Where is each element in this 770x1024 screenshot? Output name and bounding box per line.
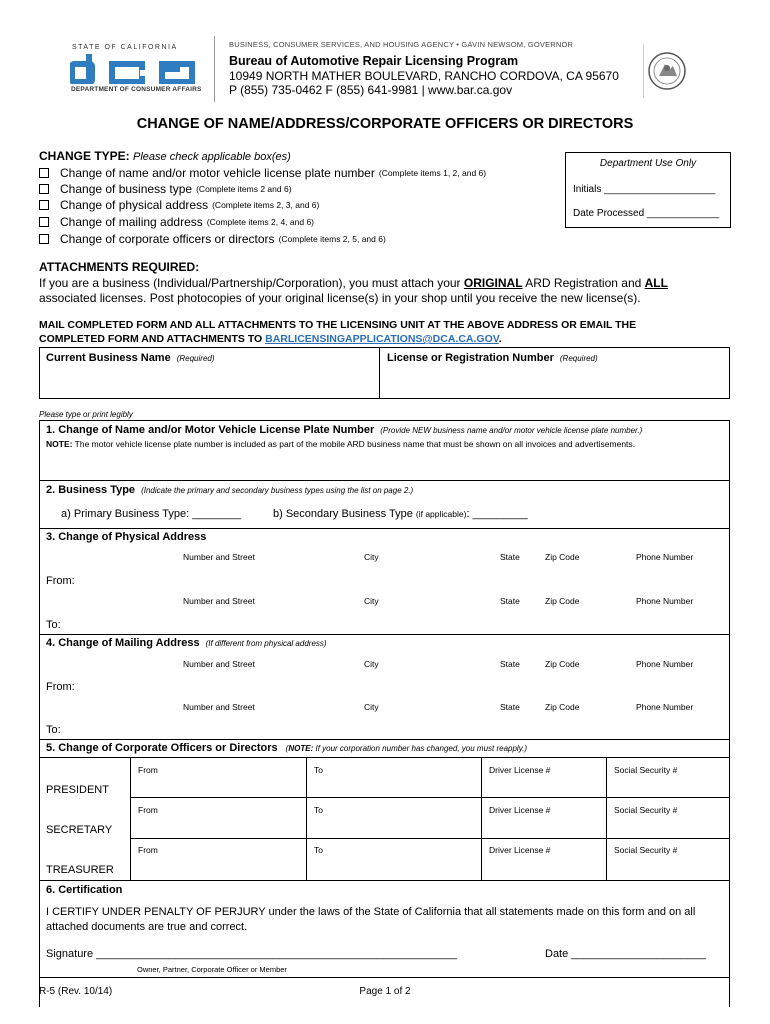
attachments-text bbox=[39, 276, 729, 306]
department-use-box bbox=[565, 152, 731, 228]
section4-title: 4. Change of Mailing Address bbox=[46, 637, 200, 649]
license-number-label: License or Registration Number bbox=[387, 352, 554, 364]
col-dl: Driver License # bbox=[489, 765, 551, 775]
col-to: To bbox=[314, 765, 323, 775]
dept-use-title: Department Use Only bbox=[599, 158, 697, 169]
primary-business-type-field[interactable]: a) Primary Business Type: ________ bbox=[61, 508, 242, 520]
dept-initials: Initials ____________________ bbox=[573, 184, 716, 195]
divider bbox=[39, 528, 730, 529]
license-number-field[interactable] bbox=[387, 352, 598, 364]
dca-logo bbox=[70, 54, 198, 84]
col-phone: Phone Number bbox=[636, 659, 694, 669]
change-type-header bbox=[39, 149, 291, 163]
col-zip: Zip Code bbox=[545, 596, 580, 606]
section1-header bbox=[46, 424, 642, 436]
option-note: (Complete items 2, 3, and 6) bbox=[212, 200, 320, 210]
col-state: State bbox=[500, 702, 520, 712]
section1-note bbox=[46, 439, 635, 449]
business-row-divider bbox=[379, 347, 380, 399]
role-president: PRESIDENT bbox=[46, 784, 109, 796]
state-seal-icon bbox=[643, 44, 687, 98]
col-ssn: Social Security # bbox=[614, 805, 678, 815]
option-note: (Complete items 2, 4, and 6) bbox=[206, 217, 315, 227]
certification-text: I CERTIFY UNDER PENALTY OF PERJURY under the laws of the State of California that all statements made on this form and on all attached documents are true and correct. bbox=[46, 906, 696, 933]
president-row-input[interactable] bbox=[131, 758, 730, 797]
required-note: (Required) bbox=[176, 354, 215, 363]
mail-instructions bbox=[39, 318, 739, 346]
col-ssn: Social Security # bbox=[614, 765, 678, 775]
section1-title: 1. Change of Name and/or Motor Vehicle License Plate Number bbox=[46, 424, 375, 436]
attachments-original: ORIGINAL bbox=[463, 276, 523, 290]
agency-line: BUSINESS, CONSUMER SERVICES, AND HOUSING AGENCY • GAVIN NEWSOM, GOVERNOR bbox=[229, 40, 574, 49]
change-type-label: CHANGE TYPE: bbox=[39, 149, 130, 163]
change-option-name[interactable] bbox=[39, 166, 486, 180]
col-city: City bbox=[364, 659, 379, 669]
col-phone: Phone Number bbox=[636, 552, 694, 562]
section2-hint: (Indicate the primary and secondary business types using the list on page 2.) bbox=[141, 486, 414, 495]
mailing-to-label: To: bbox=[46, 724, 61, 736]
section2-title: 2. Business Type bbox=[46, 484, 136, 496]
physical-from-label: From: bbox=[46, 575, 75, 587]
col-zip: Zip Code bbox=[545, 702, 580, 712]
mail-line1: MAIL COMPLETED FORM AND ALL ATTACHMENTS TO THE LICENSING UNIT AT THE ABOVE ADDRESS OR EMAIL THE bbox=[39, 319, 637, 331]
col-dl: Driver License # bbox=[489, 805, 551, 815]
col-from: From bbox=[138, 845, 158, 855]
section3-title: 3. Change of Physical Address bbox=[46, 531, 207, 543]
mailing-from-input[interactable] bbox=[160, 672, 726, 696]
secretary-row-input[interactable] bbox=[131, 798, 730, 837]
page-title: CHANGE OF NAME/ADDRESS/CORPORATE OFFICERS OR DIRECTORS bbox=[136, 116, 634, 132]
col-city: City bbox=[364, 552, 379, 562]
section1-input[interactable] bbox=[46, 455, 726, 477]
signature-field[interactable]: Signature ___________________________________________________________ bbox=[46, 948, 458, 960]
change-option-mailing-address[interactable] bbox=[39, 215, 314, 229]
option-label: Change of name and/or motor vehicle license plate number bbox=[60, 166, 375, 180]
col-from: From bbox=[138, 765, 158, 775]
secondary-hint: (if applicable) bbox=[415, 509, 467, 519]
email-link[interactable]: BARLICENSINGAPPLICATIONS@DCA.CA.GOV bbox=[265, 333, 499, 345]
col-zip: Zip Code bbox=[545, 552, 580, 562]
mail-period: . bbox=[498, 333, 502, 345]
secondary-blank: : _________ bbox=[466, 508, 528, 520]
col-city: City bbox=[364, 702, 379, 712]
attachments-heading: ATTACHMENTS REQUIRED: bbox=[39, 260, 200, 274]
mailing-to-input[interactable] bbox=[160, 715, 726, 739]
col-phone: Phone Number bbox=[636, 596, 694, 606]
col-ssn: Social Security # bbox=[614, 845, 678, 855]
note-label: NOTE: bbox=[46, 439, 73, 449]
secondary-label: b) Secondary Business Type bbox=[273, 508, 413, 520]
col-state: State bbox=[500, 552, 520, 562]
note-label: NOTE: bbox=[288, 744, 314, 753]
col-from: From bbox=[138, 805, 158, 815]
option-label: Change of physical address bbox=[60, 198, 209, 212]
bureau-contact: P (855) 735-0462 F (855) 641-9981 | www.bar.ca.gov bbox=[229, 83, 513, 97]
attachments-text-c: associated licenses. Post photocopies of your original license(s) in your shop until you receive the new license(s). bbox=[39, 291, 641, 305]
section5-title: 5. Change of Corporate Officers or Directors bbox=[46, 742, 278, 754]
option-note: (Complete items 2 and 6) bbox=[196, 184, 292, 194]
attachments-text-b: ARD Registration and bbox=[522, 276, 645, 290]
section5-hint: If your corporation number has changed, you must reapply. bbox=[315, 744, 525, 753]
option-label: Change of business type bbox=[60, 182, 193, 196]
form-number: R-5 (Rev. 10/14) bbox=[39, 986, 113, 997]
required-note: (Required) bbox=[559, 354, 598, 363]
col-state: State bbox=[500, 659, 520, 669]
change-option-physical-address[interactable] bbox=[39, 198, 319, 212]
col-to: To bbox=[314, 805, 323, 815]
mail-line2: COMPLETED FORM AND ATTACHMENTS TO bbox=[39, 333, 266, 345]
section1-hint: (Provide NEW business name and/or motor vehicle license plate number.) bbox=[380, 426, 643, 435]
mailing-from-label: From: bbox=[46, 681, 75, 693]
change-type-instruction: Please check applicable box(es) bbox=[133, 151, 291, 163]
section6-title: 6. Certification bbox=[46, 884, 123, 896]
role-secretary: SECRETARY bbox=[46, 824, 113, 836]
divider bbox=[39, 739, 730, 740]
physical-to-input[interactable] bbox=[160, 610, 726, 634]
col-state: State bbox=[500, 596, 520, 606]
logo-dept-text: DEPARTMENT OF CONSUMER AFFAIRS bbox=[71, 86, 202, 93]
section4-hint: (If different from physical address) bbox=[205, 639, 327, 648]
date-field[interactable]: Date ______________________ bbox=[545, 948, 706, 960]
checkbox[interactable] bbox=[39, 200, 49, 210]
checkbox[interactable] bbox=[39, 184, 49, 194]
header-divider bbox=[214, 36, 215, 102]
option-label: Change of mailing address bbox=[60, 215, 203, 229]
secondary-business-type-field[interactable] bbox=[273, 508, 528, 520]
attachments-all: ALL bbox=[644, 276, 668, 290]
col-to: To bbox=[314, 845, 323, 855]
checkbox[interactable] bbox=[39, 168, 49, 178]
change-option-business-type[interactable] bbox=[39, 182, 292, 196]
bureau-address: 10949 NORTH MATHER BOULEVARD, RANCHO CORDOVA, CA 95670 bbox=[229, 69, 619, 83]
option-note: (Complete items 1, 2, and 6) bbox=[378, 168, 487, 178]
section5-header: 5. Change of Corporate Officers or Directors (NOTE: If your corporation number has changed, you must reapply.) bbox=[46, 742, 527, 754]
col-city: City bbox=[364, 596, 379, 606]
divider bbox=[39, 634, 730, 635]
divider bbox=[39, 880, 730, 881]
signer-caption: Owner, Partner, Corporate Officer or Member bbox=[137, 965, 287, 974]
note-text: The motor vehicle license plate number is included as part of the mobile ARD business name that must be shown on all invoices and advertisements. bbox=[74, 439, 636, 449]
col-phone: Phone Number bbox=[636, 702, 694, 712]
divider bbox=[39, 977, 730, 978]
dept-date-processed: Date Processed _____________ bbox=[573, 208, 720, 219]
attachments-text-a: If you are a business (Individual/Partnership/Corporation), you must attach your bbox=[39, 276, 464, 290]
checkbox[interactable] bbox=[39, 217, 49, 227]
print-note: Please type or print legibly bbox=[39, 410, 133, 419]
option-label: Change of corporate officers or directors bbox=[60, 232, 275, 246]
current-business-name-field[interactable] bbox=[46, 352, 215, 364]
section4-header bbox=[46, 637, 327, 649]
option-note: (Complete items 2, 5, and 6) bbox=[278, 234, 386, 244]
change-option-officers[interactable] bbox=[39, 232, 386, 246]
bureau-name: Bureau of Automotive Repair Licensing Program bbox=[229, 54, 519, 68]
col-street: Number and Street bbox=[183, 596, 255, 606]
current-business-name-label: Current Business Name bbox=[46, 352, 171, 364]
divider bbox=[39, 480, 730, 481]
page-number: Page 1 of 2 bbox=[359, 986, 411, 997]
role-treasurer: TREASURER bbox=[46, 864, 114, 876]
section2-header bbox=[46, 484, 413, 496]
col-street: Number and Street bbox=[183, 659, 255, 669]
col-street: Number and Street bbox=[183, 702, 255, 712]
logo-state-text: STATE OF CALIFORNIA bbox=[72, 44, 178, 51]
col-dl: Driver License # bbox=[489, 845, 551, 855]
col-street: Number and Street bbox=[183, 552, 255, 562]
col-zip: Zip Code bbox=[545, 659, 580, 669]
physical-to-label: To: bbox=[46, 619, 61, 631]
treasurer-row-input[interactable] bbox=[131, 839, 730, 879]
physical-from-input[interactable] bbox=[160, 566, 726, 590]
checkbox[interactable] bbox=[39, 234, 49, 244]
